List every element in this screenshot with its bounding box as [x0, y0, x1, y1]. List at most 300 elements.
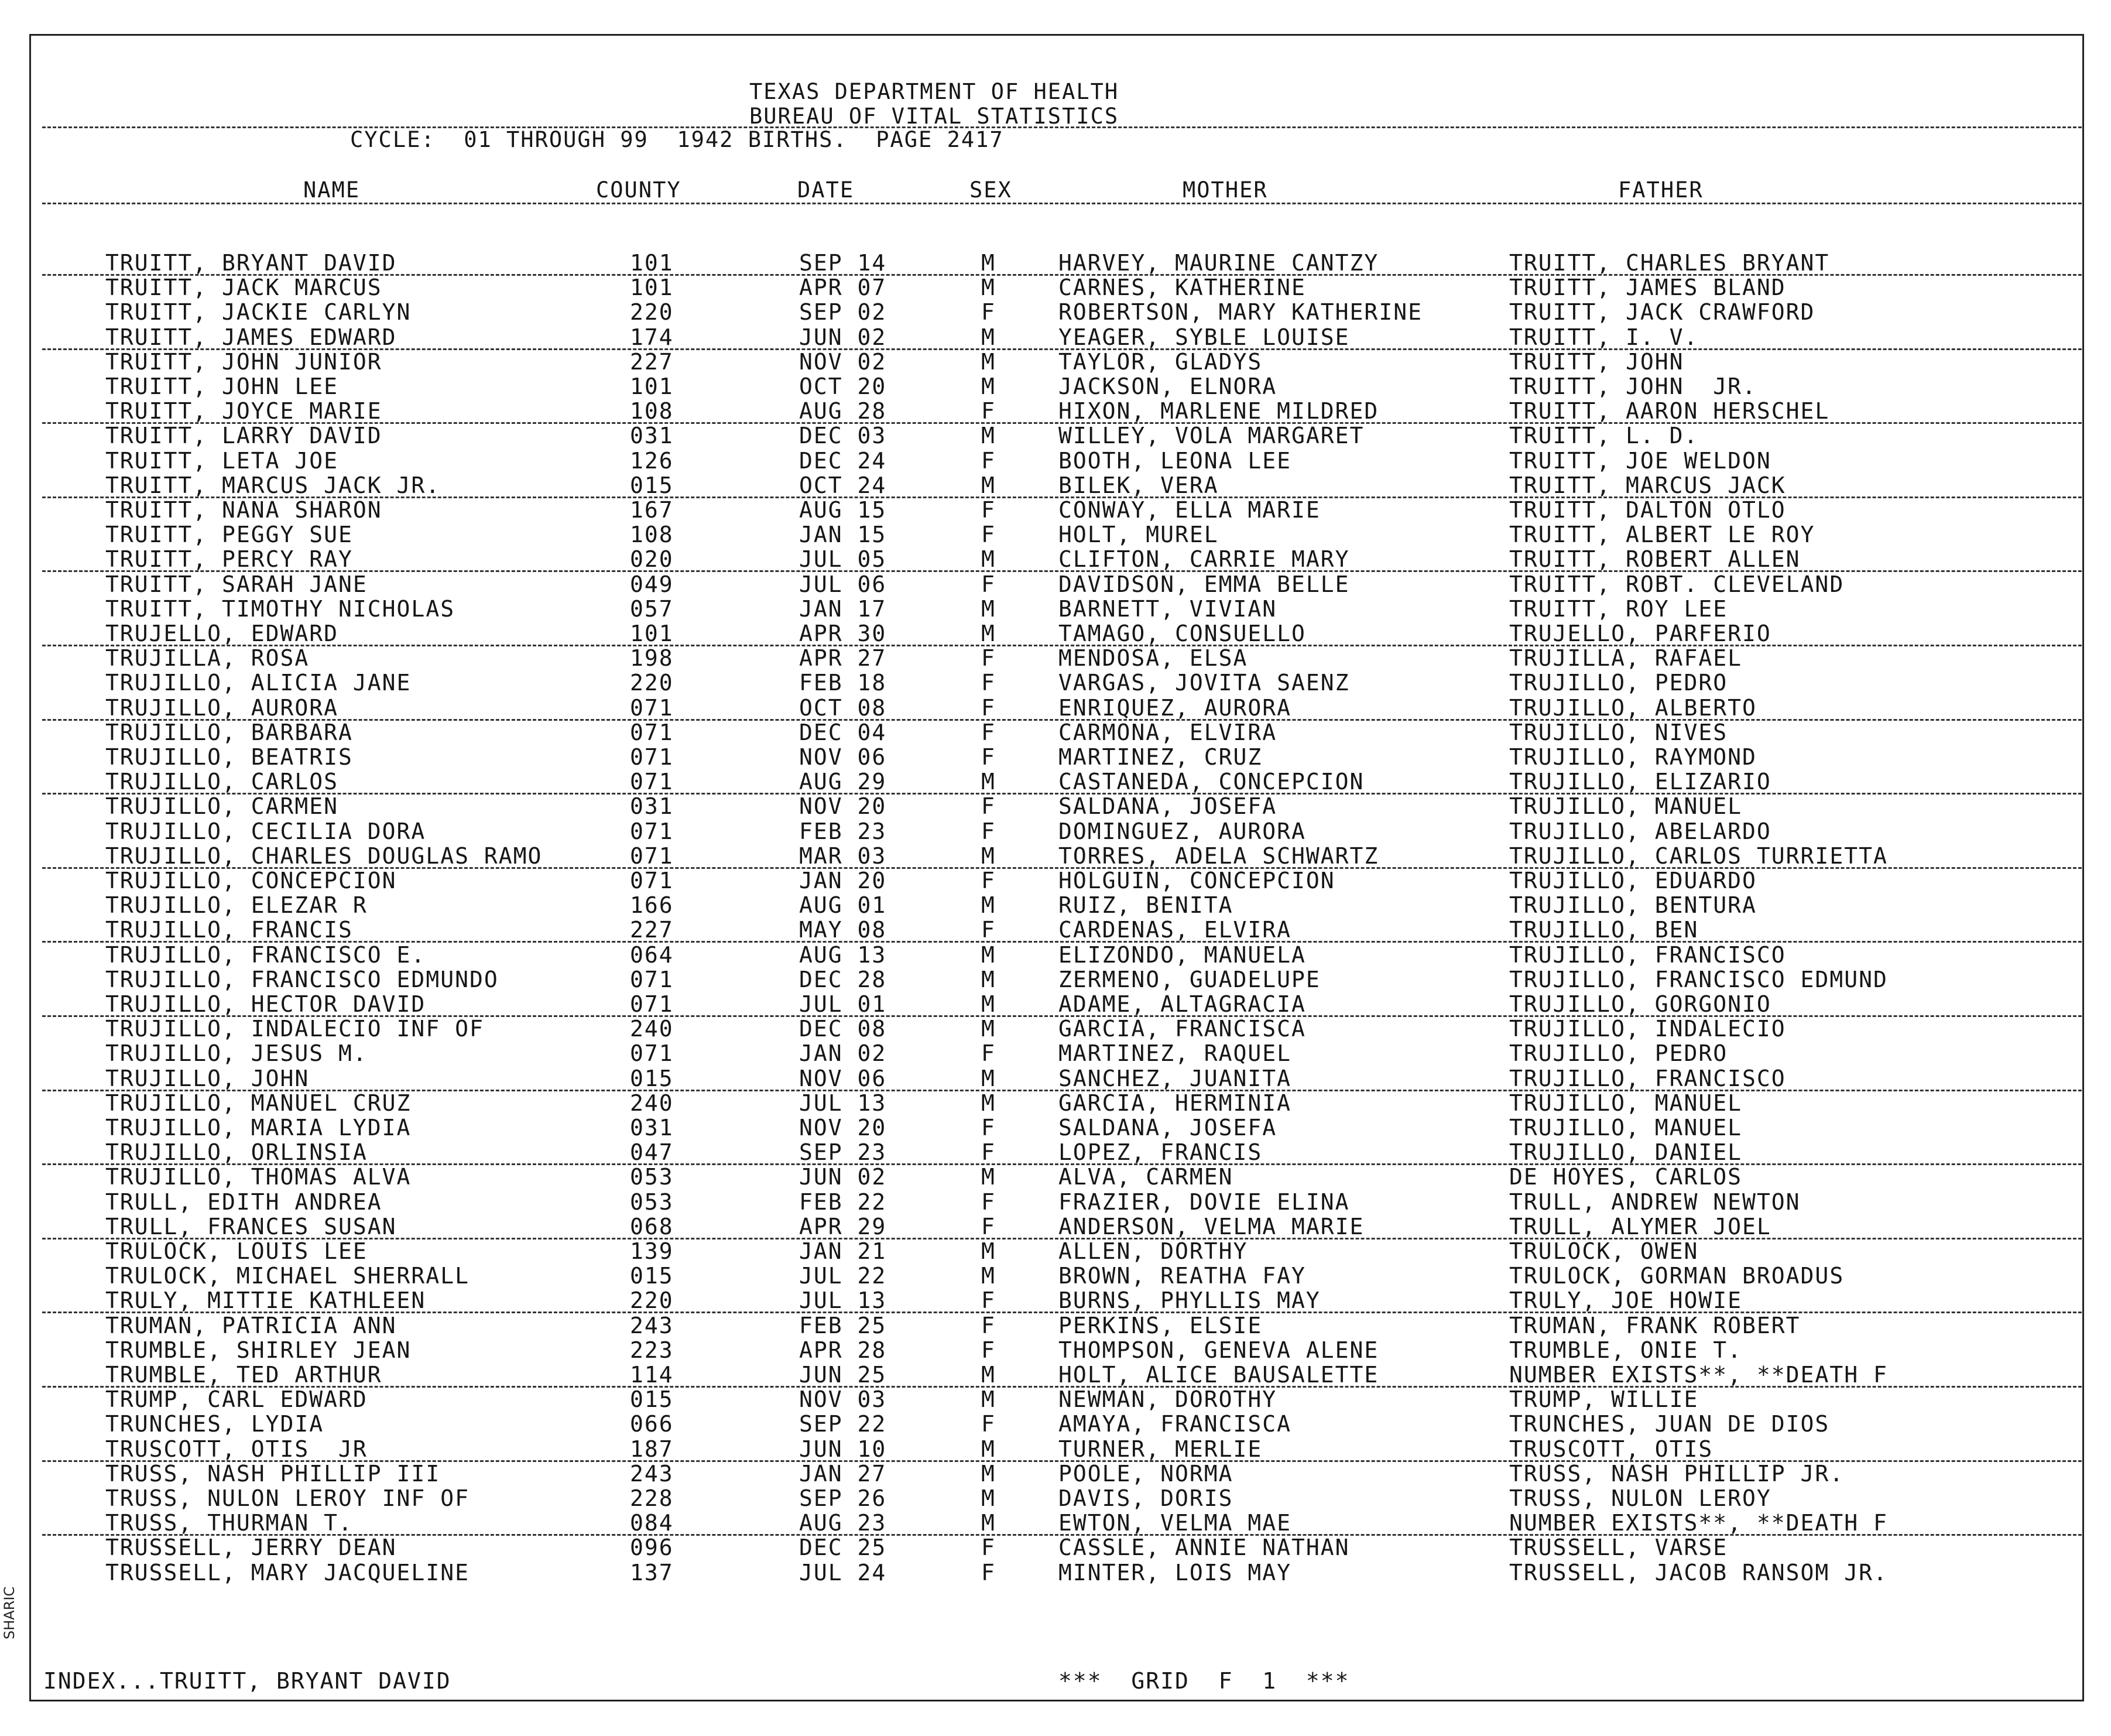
row-37-father: TRUJILLO, DANIEL: [1509, 1139, 1743, 1166]
row-18-name: TRUJILLO, ALICIA JANE: [105, 670, 412, 696]
row-47-sex: M: [981, 1386, 996, 1413]
row-45-sex: F: [981, 1337, 996, 1363]
row-15-sex: M: [981, 595, 996, 622]
row-50-father: TRUSS, NASH PHILLIP JR.: [1509, 1460, 1845, 1487]
row-7-date: AUG 28: [799, 398, 887, 424]
row-47-county: 015: [630, 1386, 674, 1413]
index-label: INDEX...TRUITT, BRYANT DAVID: [43, 1668, 451, 1694]
row-18-date: FEB 18: [799, 670, 887, 696]
row-10-sex: M: [981, 472, 996, 498]
row-28-father: TRUJILLO, BEN: [1509, 917, 1699, 943]
row-50-mother: POOLE, NORMA: [1058, 1460, 1233, 1487]
row-4-county: 174: [630, 324, 674, 350]
row-25-county: 071: [630, 843, 674, 869]
row-43-name: TRULY, MITTIE KATHLEEN: [105, 1288, 426, 1314]
row-9-county: 126: [630, 447, 674, 474]
row-14-sex: F: [981, 571, 996, 597]
row-5-father: TRUITT, JOHN: [1509, 348, 1684, 375]
row-34-father: TRUJILLO, FRANCISCO: [1509, 1065, 1786, 1091]
grid-label: *** GRID F 1 ***: [1058, 1668, 1350, 1694]
column-header-sex: SEX: [969, 177, 1012, 203]
bureau-title: BUREAU OF VITAL STATISTICS: [749, 104, 1119, 129]
row-35-sex: M: [981, 1090, 996, 1116]
row-33-sex: F: [981, 1040, 996, 1067]
row-17-father: TRUJILLA, RAFAEL: [1509, 645, 1743, 672]
row-12-mother: HOLT, MUREL: [1058, 522, 1219, 548]
row-34-date: NOV 06: [799, 1065, 887, 1091]
row-47-date: NOV 03: [799, 1386, 887, 1413]
row-28-date: MAY 08: [799, 917, 887, 943]
row-42-sex: M: [981, 1263, 996, 1289]
row-21-sex: F: [981, 744, 996, 770]
row-15-county: 057: [630, 595, 674, 622]
row-48-sex: F: [981, 1411, 996, 1437]
row-2-father: TRUITT, JAMES BLAND: [1509, 275, 1786, 301]
row-47-mother: NEWMAN, DOROTHY: [1058, 1386, 1277, 1413]
row-21-county: 071: [630, 744, 674, 770]
row-29-sex: M: [981, 941, 996, 968]
row-8-date: DEC 03: [799, 423, 887, 449]
row-35-father: TRUJILLO, MANUEL: [1509, 1090, 1743, 1116]
row-16-father: TRUJELLO, PARFERIO: [1509, 621, 1771, 646]
row-40-mother: ANDERSON, VELMA MARIE: [1058, 1213, 1365, 1239]
row-32-name: TRUJILLO, INDALECIO INF OF: [105, 1016, 484, 1042]
row-3-sex: F: [981, 299, 996, 326]
row-8-county: 031: [630, 423, 674, 449]
row-39-mother: FRAZIER, DOVIE ELINA: [1058, 1189, 1350, 1215]
row-45-date: APR 28: [799, 1337, 887, 1363]
row-14-date: JUL 06: [799, 571, 887, 597]
row-2-name: TRUITT, JACK MARCUS: [105, 275, 382, 301]
row-50-sex: M: [981, 1460, 996, 1487]
row-20-father: TRUJILLO, NIVES: [1509, 719, 1728, 745]
row-27-father: TRUJILLO, BENTURA: [1509, 892, 1757, 919]
row-26-mother: HOLGUIN, CONCEPCION: [1058, 868, 1335, 893]
row-44-name: TRUMAN, PATRICIA ANN: [105, 1312, 397, 1338]
row-50-county: 243: [630, 1460, 674, 1487]
row-46-father: NUMBER EXISTS**, **DEATH F: [1509, 1362, 1888, 1388]
row-47-father: TRUMP, WILLIE: [1509, 1386, 1699, 1413]
row-10-name: TRUITT, MARCUS JACK JR.: [105, 472, 441, 498]
row-48-mother: AMAYA, FRANCISCA: [1058, 1411, 1292, 1437]
row-41-date: JAN 21: [799, 1238, 887, 1264]
row-51-sex: M: [981, 1485, 996, 1511]
row-29-date: AUG 13: [799, 941, 887, 968]
row-15-mother: BARNETT, VIVIAN: [1058, 595, 1277, 622]
row-25-sex: M: [981, 843, 996, 869]
row-28-sex: F: [981, 917, 996, 943]
row-19-sex: F: [981, 694, 996, 721]
row-18-mother: VARGAS, JOVITA SAENZ: [1058, 670, 1350, 696]
row-51-date: SEP 26: [799, 1485, 887, 1511]
row-52-county: 084: [630, 1510, 674, 1536]
row-22-sex: M: [981, 769, 996, 795]
row-7-name: TRUITT, JOYCE MARIE: [105, 398, 382, 424]
row-40-father: TRULL, ALYMER JOEL: [1509, 1213, 1771, 1239]
row-24-county: 071: [630, 818, 674, 844]
row-31-mother: ADAME, ALTAGRACIA: [1058, 991, 1306, 1017]
row-41-county: 139: [630, 1238, 674, 1264]
agency-title: TEXAS DEPARTMENT OF HEALTH: [749, 79, 1119, 104]
row-6-name: TRUITT, JOHN LEE: [105, 374, 339, 399]
row-43-county: 220: [630, 1288, 674, 1314]
row-50-date: JAN 27: [799, 1460, 887, 1487]
row-36-name: TRUJILLO, MARIA LYDIA: [105, 1115, 412, 1141]
row-3-date: SEP 02: [799, 299, 887, 326]
row-1-sex: M: [981, 250, 996, 276]
row-33-date: JAN 02: [799, 1040, 887, 1067]
row-49-county: 187: [630, 1436, 674, 1462]
row-27-date: AUG 01: [799, 892, 887, 919]
row-8-mother: WILLEY, VOLA MARGARET: [1058, 423, 1365, 449]
row-37-county: 047: [630, 1139, 674, 1166]
row-9-father: TRUITT, JOE WELDON: [1509, 447, 1771, 474]
row-12-date: JAN 15: [799, 522, 887, 548]
row-13-sex: M: [981, 546, 996, 573]
row-7-county: 108: [630, 398, 674, 424]
row-26-sex: F: [981, 868, 996, 893]
row-53-mother: CASSLE, ANNIE NATHAN: [1058, 1535, 1350, 1561]
row-49-father: TRUSCOTT, OTIS: [1509, 1436, 1714, 1462]
row-38-county: 053: [630, 1164, 674, 1190]
row-13-father: TRUITT, ROBERT ALLEN: [1509, 546, 1801, 573]
row-16-mother: TAMAGO, CONSUELLO: [1058, 621, 1306, 646]
row-7-mother: HIXON, MARLENE MILDRED: [1058, 398, 1379, 424]
row-20-sex: F: [981, 719, 996, 745]
row-16-date: APR 30: [799, 621, 887, 646]
row-54-mother: MINTER, LOIS MAY: [1058, 1559, 1292, 1586]
row-45-father: TRUMBLE, ONIE T.: [1509, 1337, 1743, 1363]
row-11-county: 167: [630, 497, 674, 523]
row-3-county: 220: [630, 299, 674, 326]
row-45-mother: THOMPSON, GENEVA ALENE: [1058, 1337, 1379, 1363]
row-24-date: FEB 23: [799, 818, 887, 844]
row-41-sex: M: [981, 1238, 996, 1264]
row-9-sex: F: [981, 447, 996, 474]
row-12-father: TRUITT, ALBERT LE ROY: [1509, 522, 1815, 548]
row-32-father: TRUJILLO, INDALECIO: [1509, 1016, 1786, 1042]
row-31-date: JUL 01: [799, 991, 887, 1017]
row-17-county: 198: [630, 645, 674, 672]
row-21-father: TRUJILLO, RAYMOND: [1509, 744, 1757, 770]
row-1-county: 101: [630, 250, 674, 276]
row-30-father: TRUJILLO, FRANCISCO EDMUND: [1509, 966, 1888, 992]
row-26-county: 071: [630, 868, 674, 893]
row-23-father: TRUJILLO, MANUEL: [1509, 793, 1743, 820]
row-9-date: DEC 24: [799, 447, 887, 474]
row-35-mother: GARCIA, HERMINIA: [1058, 1090, 1292, 1116]
row-48-date: SEP 22: [799, 1411, 887, 1437]
row-20-name: TRUJILLO, BARBARA: [105, 719, 353, 745]
row-23-date: NOV 20: [799, 793, 887, 820]
row-32-mother: GARCIA, FRANCISCA: [1058, 1016, 1306, 1042]
row-20-date: DEC 04: [799, 719, 887, 745]
row-14-county: 049: [630, 571, 674, 597]
row-54-date: JUL 24: [799, 1559, 887, 1586]
row-27-county: 166: [630, 892, 674, 919]
row-13-mother: CLIFTON, CARRIE MARY: [1058, 546, 1350, 573]
row-33-mother: MARTINEZ, RAQUEL: [1058, 1040, 1292, 1067]
header-rule: [42, 126, 2082, 128]
row-53-county: 096: [630, 1535, 674, 1561]
row-21-mother: MARTINEZ, CRUZ: [1058, 744, 1263, 770]
row-32-sex: M: [981, 1016, 996, 1042]
row-54-father: TRUSSELL, JACOB RANSOM JR.: [1509, 1559, 1888, 1586]
row-30-date: DEC 28: [799, 966, 887, 992]
row-11-father: TRUITT, DALTON OTLO: [1509, 497, 1786, 523]
row-31-county: 071: [630, 991, 674, 1017]
row-35-name: TRUJILLO, MANUEL CRUZ: [105, 1090, 412, 1116]
row-44-mother: PERKINS, ELSIE: [1058, 1312, 1263, 1338]
row-43-sex: F: [981, 1288, 996, 1314]
row-39-name: TRULL, EDITH ANDREA: [105, 1189, 382, 1215]
row-39-father: TRULL, ANDREW NEWTON: [1509, 1189, 1801, 1215]
row-45-name: TRUMBLE, SHIRLEY JEAN: [105, 1337, 412, 1363]
row-6-mother: JACKSON, ELNORA: [1058, 374, 1277, 399]
row-36-county: 031: [630, 1115, 674, 1141]
row-5-date: NOV 02: [799, 348, 887, 375]
row-19-date: OCT 08: [799, 694, 887, 721]
row-17-sex: F: [981, 645, 996, 672]
row-47-name: TRUMP, CARL EDWARD: [105, 1386, 368, 1413]
row-15-father: TRUITT, ROY LEE: [1509, 595, 1728, 622]
row-15-date: JAN 17: [799, 595, 887, 622]
row-53-name: TRUSSELL, JERRY DEAN: [105, 1535, 397, 1561]
row-46-mother: HOLT, ALICE BAUSALETTE: [1058, 1362, 1379, 1388]
row-31-father: TRUJILLO, GORGONIO: [1509, 991, 1771, 1017]
row-19-county: 071: [630, 694, 674, 721]
row-53-date: DEC 25: [799, 1535, 887, 1561]
row-23-name: TRUJILLO, CARMEN: [105, 793, 339, 820]
row-29-mother: ELIZONDO, MANUELA: [1058, 941, 1306, 968]
row-41-father: TRULOCK, OWEN: [1509, 1238, 1699, 1264]
column-header-date: DATE: [797, 177, 855, 203]
row-37-name: TRUJILLO, ORLINSIA: [105, 1139, 368, 1166]
row-30-name: TRUJILLO, FRANCISCO EDMUNDO: [105, 966, 499, 992]
row-29-name: TRUJILLO, FRANCISCO E.: [105, 941, 426, 968]
row-4-date: JUN 02: [799, 324, 887, 350]
row-40-county: 068: [630, 1213, 674, 1239]
row-34-name: TRUJILLO, JOHN: [105, 1065, 310, 1091]
row-3-mother: ROBERTSON, MARY KATHERINE: [1058, 299, 1423, 326]
row-20-county: 071: [630, 719, 674, 745]
row-51-county: 228: [630, 1485, 674, 1511]
row-11-date: AUG 15: [799, 497, 887, 523]
side-stamp: SHARIC: [1, 1586, 18, 1639]
row-44-father: TRUMAN, FRANK ROBERT: [1509, 1312, 1801, 1338]
row-29-father: TRUJILLO, FRANCISCO: [1509, 941, 1786, 968]
row-9-name: TRUITT, LETA JOE: [105, 447, 339, 474]
row-39-county: 053: [630, 1189, 674, 1215]
row-48-father: TRUNCHES, JUAN DE DIOS: [1509, 1411, 1830, 1437]
row-26-date: JAN 20: [799, 868, 887, 893]
row-37-date: SEP 23: [799, 1139, 887, 1166]
row-25-father: TRUJILLO, CARLOS TURRIETTA: [1509, 843, 1888, 869]
row-38-father: DE HOYES, CARLOS: [1509, 1164, 1743, 1190]
row-51-name: TRUSS, NULON LEROY INF OF: [105, 1485, 470, 1511]
row-6-sex: M: [981, 374, 996, 399]
row-43-date: JUL 13: [799, 1288, 887, 1314]
row-52-date: AUG 23: [799, 1510, 887, 1536]
row-8-name: TRUITT, LARRY DAVID: [105, 423, 382, 449]
row-53-sex: F: [981, 1535, 996, 1561]
row-36-mother: SALDANA, JOSEFA: [1058, 1115, 1277, 1141]
row-14-mother: DAVIDSON, EMMA BELLE: [1058, 571, 1350, 597]
row-7-father: TRUITT, AARON HERSCHEL: [1509, 398, 1830, 424]
row-5-mother: TAYLOR, GLADYS: [1058, 348, 1263, 375]
row-40-name: TRULL, FRANCES SUSAN: [105, 1213, 397, 1239]
row-33-name: TRUJILLO, JESUS M.: [105, 1040, 368, 1067]
row-24-name: TRUJILLO, CECILIA DORA: [105, 818, 426, 844]
row-51-father: TRUSS, NULON LEROY: [1509, 1485, 1771, 1511]
row-28-name: TRUJILLO, FRANCIS: [105, 917, 353, 943]
row-24-mother: DOMINGUEZ, AURORA: [1058, 818, 1306, 844]
row-6-father: TRUITT, JOHN JR.: [1509, 374, 1757, 399]
row-23-sex: F: [981, 793, 996, 820]
row-31-sex: M: [981, 991, 996, 1017]
row-17-name: TRUJILLA, ROSA: [105, 645, 310, 672]
row-36-sex: F: [981, 1115, 996, 1141]
row-42-date: JUL 22: [799, 1263, 887, 1289]
row-50-name: TRUSS, NASH PHILLIP III: [105, 1460, 441, 1487]
row-7-sex: F: [981, 398, 996, 424]
row-6-county: 101: [630, 374, 674, 399]
row-26-father: TRUJILLO, EDUARDO: [1509, 868, 1757, 893]
row-54-name: TRUSSELL, MARY JACQUELINE: [105, 1559, 470, 1586]
row-12-county: 108: [630, 522, 674, 548]
row-29-county: 064: [630, 941, 674, 968]
row-49-mother: TURNER, MERLIE: [1058, 1436, 1263, 1462]
column-header-rule: [42, 203, 2082, 204]
row-52-father: NUMBER EXISTS**, **DEATH F: [1509, 1510, 1888, 1536]
row-37-mother: LOPEZ, FRANCIS: [1058, 1139, 1263, 1166]
row-13-county: 020: [630, 546, 674, 573]
row-42-father: TRULOCK, GORMAN BROADUS: [1509, 1263, 1845, 1289]
row-54-sex: F: [981, 1559, 996, 1586]
row-27-mother: RUIZ, BENITA: [1058, 892, 1233, 919]
row-34-mother: SANCHEZ, JUANITA: [1058, 1065, 1292, 1091]
row-34-sex: M: [981, 1065, 996, 1091]
row-38-mother: ALVA, CARMEN: [1058, 1164, 1233, 1190]
row-20-mother: CARMONA, ELVIRA: [1058, 719, 1277, 745]
row-9-mother: BOOTH, LEONA LEE: [1058, 447, 1292, 474]
column-header-father: FATHER: [1618, 177, 1704, 203]
row-10-county: 015: [630, 472, 674, 498]
row-30-county: 071: [630, 966, 674, 992]
row-4-mother: YEAGER, SYBLE LOUISE: [1058, 324, 1350, 350]
row-25-date: MAR 03: [799, 843, 887, 869]
row-3-name: TRUITT, JACKIE CARLYN: [105, 299, 412, 326]
row-8-sex: M: [981, 423, 996, 449]
row-2-mother: CARNES, KATHERINE: [1058, 275, 1306, 301]
row-13-date: JUL 05: [799, 546, 887, 573]
row-42-mother: BROWN, REATHA FAY: [1058, 1263, 1306, 1289]
row-36-date: NOV 20: [799, 1115, 887, 1141]
row-33-county: 071: [630, 1040, 674, 1067]
row-12-sex: F: [981, 522, 996, 548]
column-header-county: COUNTY: [596, 177, 681, 203]
row-49-date: JUN 10: [799, 1436, 887, 1462]
row-23-mother: SALDANA, JOSEFA: [1058, 793, 1277, 820]
row-12-name: TRUITT, PEGGY SUE: [105, 522, 353, 548]
row-22-name: TRUJILLO, CARLOS: [105, 769, 339, 795]
row-38-name: TRUJILLO, THOMAS ALVA: [105, 1164, 412, 1190]
row-44-date: FEB 25: [799, 1312, 887, 1338]
row-44-sex: F: [981, 1312, 996, 1338]
row-30-sex: M: [981, 966, 996, 992]
row-42-name: TRULOCK, MICHAEL SHERRALL: [105, 1263, 470, 1289]
row-10-mother: BILEK, VERA: [1058, 472, 1219, 498]
row-43-mother: BURNS, PHYLLIS MAY: [1058, 1288, 1321, 1314]
row-15-name: TRUITT, TIMOTHY NICHOLAS: [105, 595, 455, 622]
row-4-name: TRUITT, JAMES EDWARD: [105, 324, 397, 350]
row-2-sex: M: [981, 275, 996, 301]
row-4-father: TRUITT, I. V.: [1509, 324, 1699, 350]
row-45-county: 223: [630, 1337, 674, 1363]
row-21-name: TRUJILLO, BEATRIS: [105, 744, 353, 770]
row-35-date: JUL 13: [799, 1090, 887, 1116]
row-39-sex: F: [981, 1189, 996, 1215]
row-38-sex: M: [981, 1164, 996, 1190]
row-46-name: TRUMBLE, TED ARTHUR: [105, 1362, 382, 1388]
row-18-county: 220: [630, 670, 674, 696]
row-16-sex: M: [981, 621, 996, 646]
cycle-line: CYCLE: 01 THROUGH 99 1942 BIRTHS. PAGE 2417: [350, 127, 1004, 152]
row-28-county: 227: [630, 917, 674, 943]
row-2-county: 101: [630, 275, 674, 301]
row-53-father: TRUSSELL, VARSE: [1509, 1535, 1728, 1561]
column-header-mother: MOTHER: [1183, 177, 1268, 203]
row-43-father: TRULY, JOE HOWIE: [1509, 1288, 1743, 1314]
row-40-sex: F: [981, 1213, 996, 1239]
row-31-name: TRUJILLO, HECTOR DAVID: [105, 991, 426, 1017]
row-22-father: TRUJILLO, ELIZARIO: [1509, 769, 1771, 795]
row-5-sex: M: [981, 348, 996, 375]
row-10-date: OCT 24: [799, 472, 887, 498]
row-46-county: 114: [630, 1362, 674, 1388]
row-16-county: 101: [630, 621, 674, 646]
row-19-father: TRUJILLO, ALBERTO: [1509, 694, 1757, 721]
row-46-sex: M: [981, 1362, 996, 1388]
row-32-date: DEC 08: [799, 1016, 887, 1042]
row-2-date: APR 07: [799, 275, 887, 301]
row-11-name: TRUITT, NANA SHARON: [105, 497, 382, 523]
row-13-name: TRUITT, PERCY RAY: [105, 546, 353, 573]
row-17-date: APR 27: [799, 645, 887, 672]
row-14-name: TRUITT, SARAH JANE: [105, 571, 368, 597]
row-24-father: TRUJILLO, ABELARDO: [1509, 818, 1771, 844]
row-26-name: TRUJILLO, CONCEPCION: [105, 868, 397, 893]
row-34-county: 015: [630, 1065, 674, 1091]
row-1-father: TRUITT, CHARLES BRYANT: [1509, 250, 1830, 276]
row-36-father: TRUJILLO, MANUEL: [1509, 1115, 1743, 1141]
row-22-date: AUG 29: [799, 769, 887, 795]
row-23-county: 031: [630, 793, 674, 820]
row-6-date: OCT 20: [799, 374, 887, 399]
row-32-county: 240: [630, 1016, 674, 1042]
row-10-father: TRUITT, MARCUS JACK: [1509, 472, 1786, 498]
row-8-father: TRUITT, L. D.: [1509, 423, 1699, 449]
row-38-date: JUN 02: [799, 1164, 887, 1190]
row-3-father: TRUITT, JACK CRAWFORD: [1509, 299, 1815, 326]
row-27-name: TRUJILLO, ELEZAR R: [105, 892, 368, 919]
row-41-name: TRULOCK, LOUIS LEE: [105, 1238, 368, 1264]
row-52-sex: M: [981, 1510, 996, 1536]
row-52-mother: EWTON, VELMA MAE: [1058, 1510, 1292, 1536]
row-22-mother: CASTANEDA, CONCEPCION: [1058, 769, 1365, 795]
row-49-name: TRUSCOTT, OTIS JR: [105, 1436, 368, 1462]
row-18-sex: F: [981, 670, 996, 696]
